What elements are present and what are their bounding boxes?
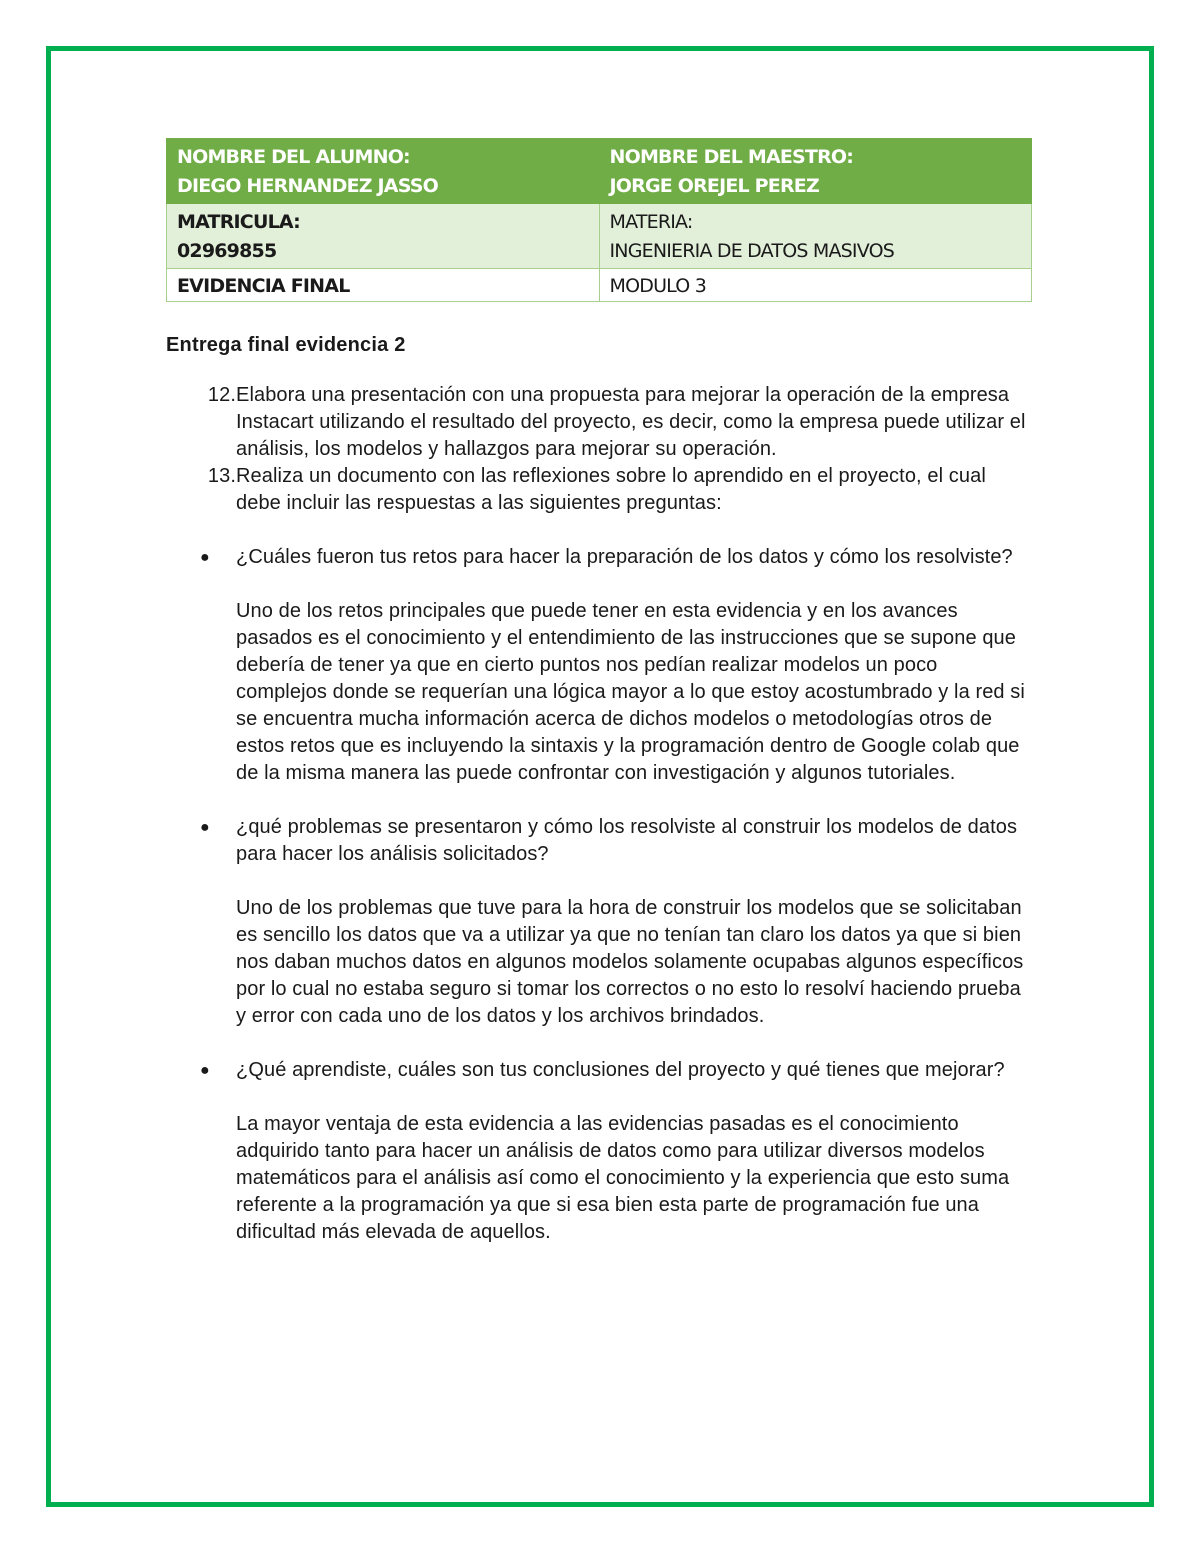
question-1-body xyxy=(236,544,1032,787)
list-item xyxy=(166,463,1032,517)
student-label: NOMBRE DEL ALUMNO: xyxy=(177,146,410,168)
materia-cell xyxy=(599,204,1032,269)
question-3-body xyxy=(236,1057,1032,1246)
answer-text: Uno de los retos principales que puede tener en esta evidencia y en los avances pasados es el conocimiento y el entendimiento de las instrucciones que se supone que debería de tener ya que en cierto puntos nos pedían realizar modelos un poco complejos donde se requerían una lógica mayor a lo que estoy acostumbrado y la red si se encuentra mucha información acerca de dichos modelos o metodologías otros de estos retos que es incluyendo la sintaxis y la programación dentro de Google colab que de la misma manera las puede confrontar con investigación y algunos tutoriales. xyxy=(236,600,1025,784)
answer-text: Uno de los problemas que tuve para la hora de construir los modelos que se solicitaban es sencillo los datos que va a utilizar ya que no tenían tan claro los datos ya que si bien nos daban muchos datos en algunos modelos solamente ocupabas algunos específicos por lo cual no estaba seguro si tomar los correctos o no esto lo resolví haciendo prueba y error con cada uno de los datos y los archivos brindados. xyxy=(236,897,1024,1027)
answer-text: La mayor ventaja de esta evidencia a las evidencias pasadas es el conocimiento adquirido tanto para hacer un análisis de datos como para utilizar diversos modelos matemáticos para el análisis así como el conocimiento y la experiencia que esto suma referente a la programación ya que si esa bien esta parte de programación fue una dificultad más elevada de aquellos. xyxy=(236,1113,1010,1243)
teacher-cell xyxy=(599,139,1032,204)
matricula-label: MATRICULA: xyxy=(177,211,300,233)
materia-value: INGENIERIA DE DATOS MASIVOS xyxy=(609,240,894,262)
question-2 xyxy=(166,814,1032,1030)
teacher-name: JORGE OREJEL PEREZ xyxy=(609,175,819,197)
info-table xyxy=(166,138,1032,302)
list-item-text: Elabora una presentación con una propuesta para mejorar la operación de la empresa Instacart utilizando el resultado del proyecto, es decir, como la empresa puede utilizar el análisis, los modelos y hallazgos para mejorar su operación. xyxy=(236,384,1026,460)
info-table-header-row xyxy=(167,139,1032,204)
question-2-item xyxy=(166,814,1032,1030)
matricula-value: 02969855 xyxy=(177,240,277,262)
question-3-item xyxy=(166,1057,1032,1246)
question-text: ¿Cuáles fueron tus retos para hacer la preparación de los datos y cómo los resolviste? xyxy=(236,546,1013,568)
document-content xyxy=(166,138,1032,1246)
question-3 xyxy=(166,1057,1032,1246)
bullet-icon: ● xyxy=(200,549,210,566)
question-text: ¿Qué aprendiste, cuáles son tus conclusiones del proyecto y qué tienes que mejorar? xyxy=(236,1059,1005,1081)
question-text: ¿qué problemas se presentaron y cómo los resolviste al construir los modelos de datos para hacer los análisis solicitados? xyxy=(236,816,1018,865)
section-title: Entrega final evidencia 2 xyxy=(166,334,406,356)
question-2-body xyxy=(236,814,1032,1030)
materia-label: MATERIA: xyxy=(609,211,693,233)
list-item-number: 12. xyxy=(207,384,236,406)
bullet-icon: ● xyxy=(200,1062,210,1079)
list-item xyxy=(166,382,1032,463)
numbered-list xyxy=(166,382,1032,517)
student-name: DIEGO HERNANDEZ JASSO xyxy=(177,175,438,197)
evidencia-cell: EVIDENCIA FINAL xyxy=(167,269,600,302)
list-item-number: 13. xyxy=(207,465,236,487)
list-item-text: Realiza un documento con las reflexiones sobre lo aprendido en el proyecto, el cual debe incluir las respuestas a las siguientes preguntas: xyxy=(236,465,986,514)
question-1-item xyxy=(166,544,1032,787)
matricula-cell xyxy=(167,204,600,269)
student-cell xyxy=(167,139,600,204)
question-1 xyxy=(166,544,1032,787)
info-table-row-evidencia xyxy=(167,269,1032,302)
bullet-icon: ● xyxy=(200,819,210,836)
teacher-label: NOMBRE DEL MAESTRO: xyxy=(609,146,854,168)
modulo-cell: MODULO 3 xyxy=(599,269,1032,302)
info-table-row-matricula xyxy=(167,204,1032,269)
